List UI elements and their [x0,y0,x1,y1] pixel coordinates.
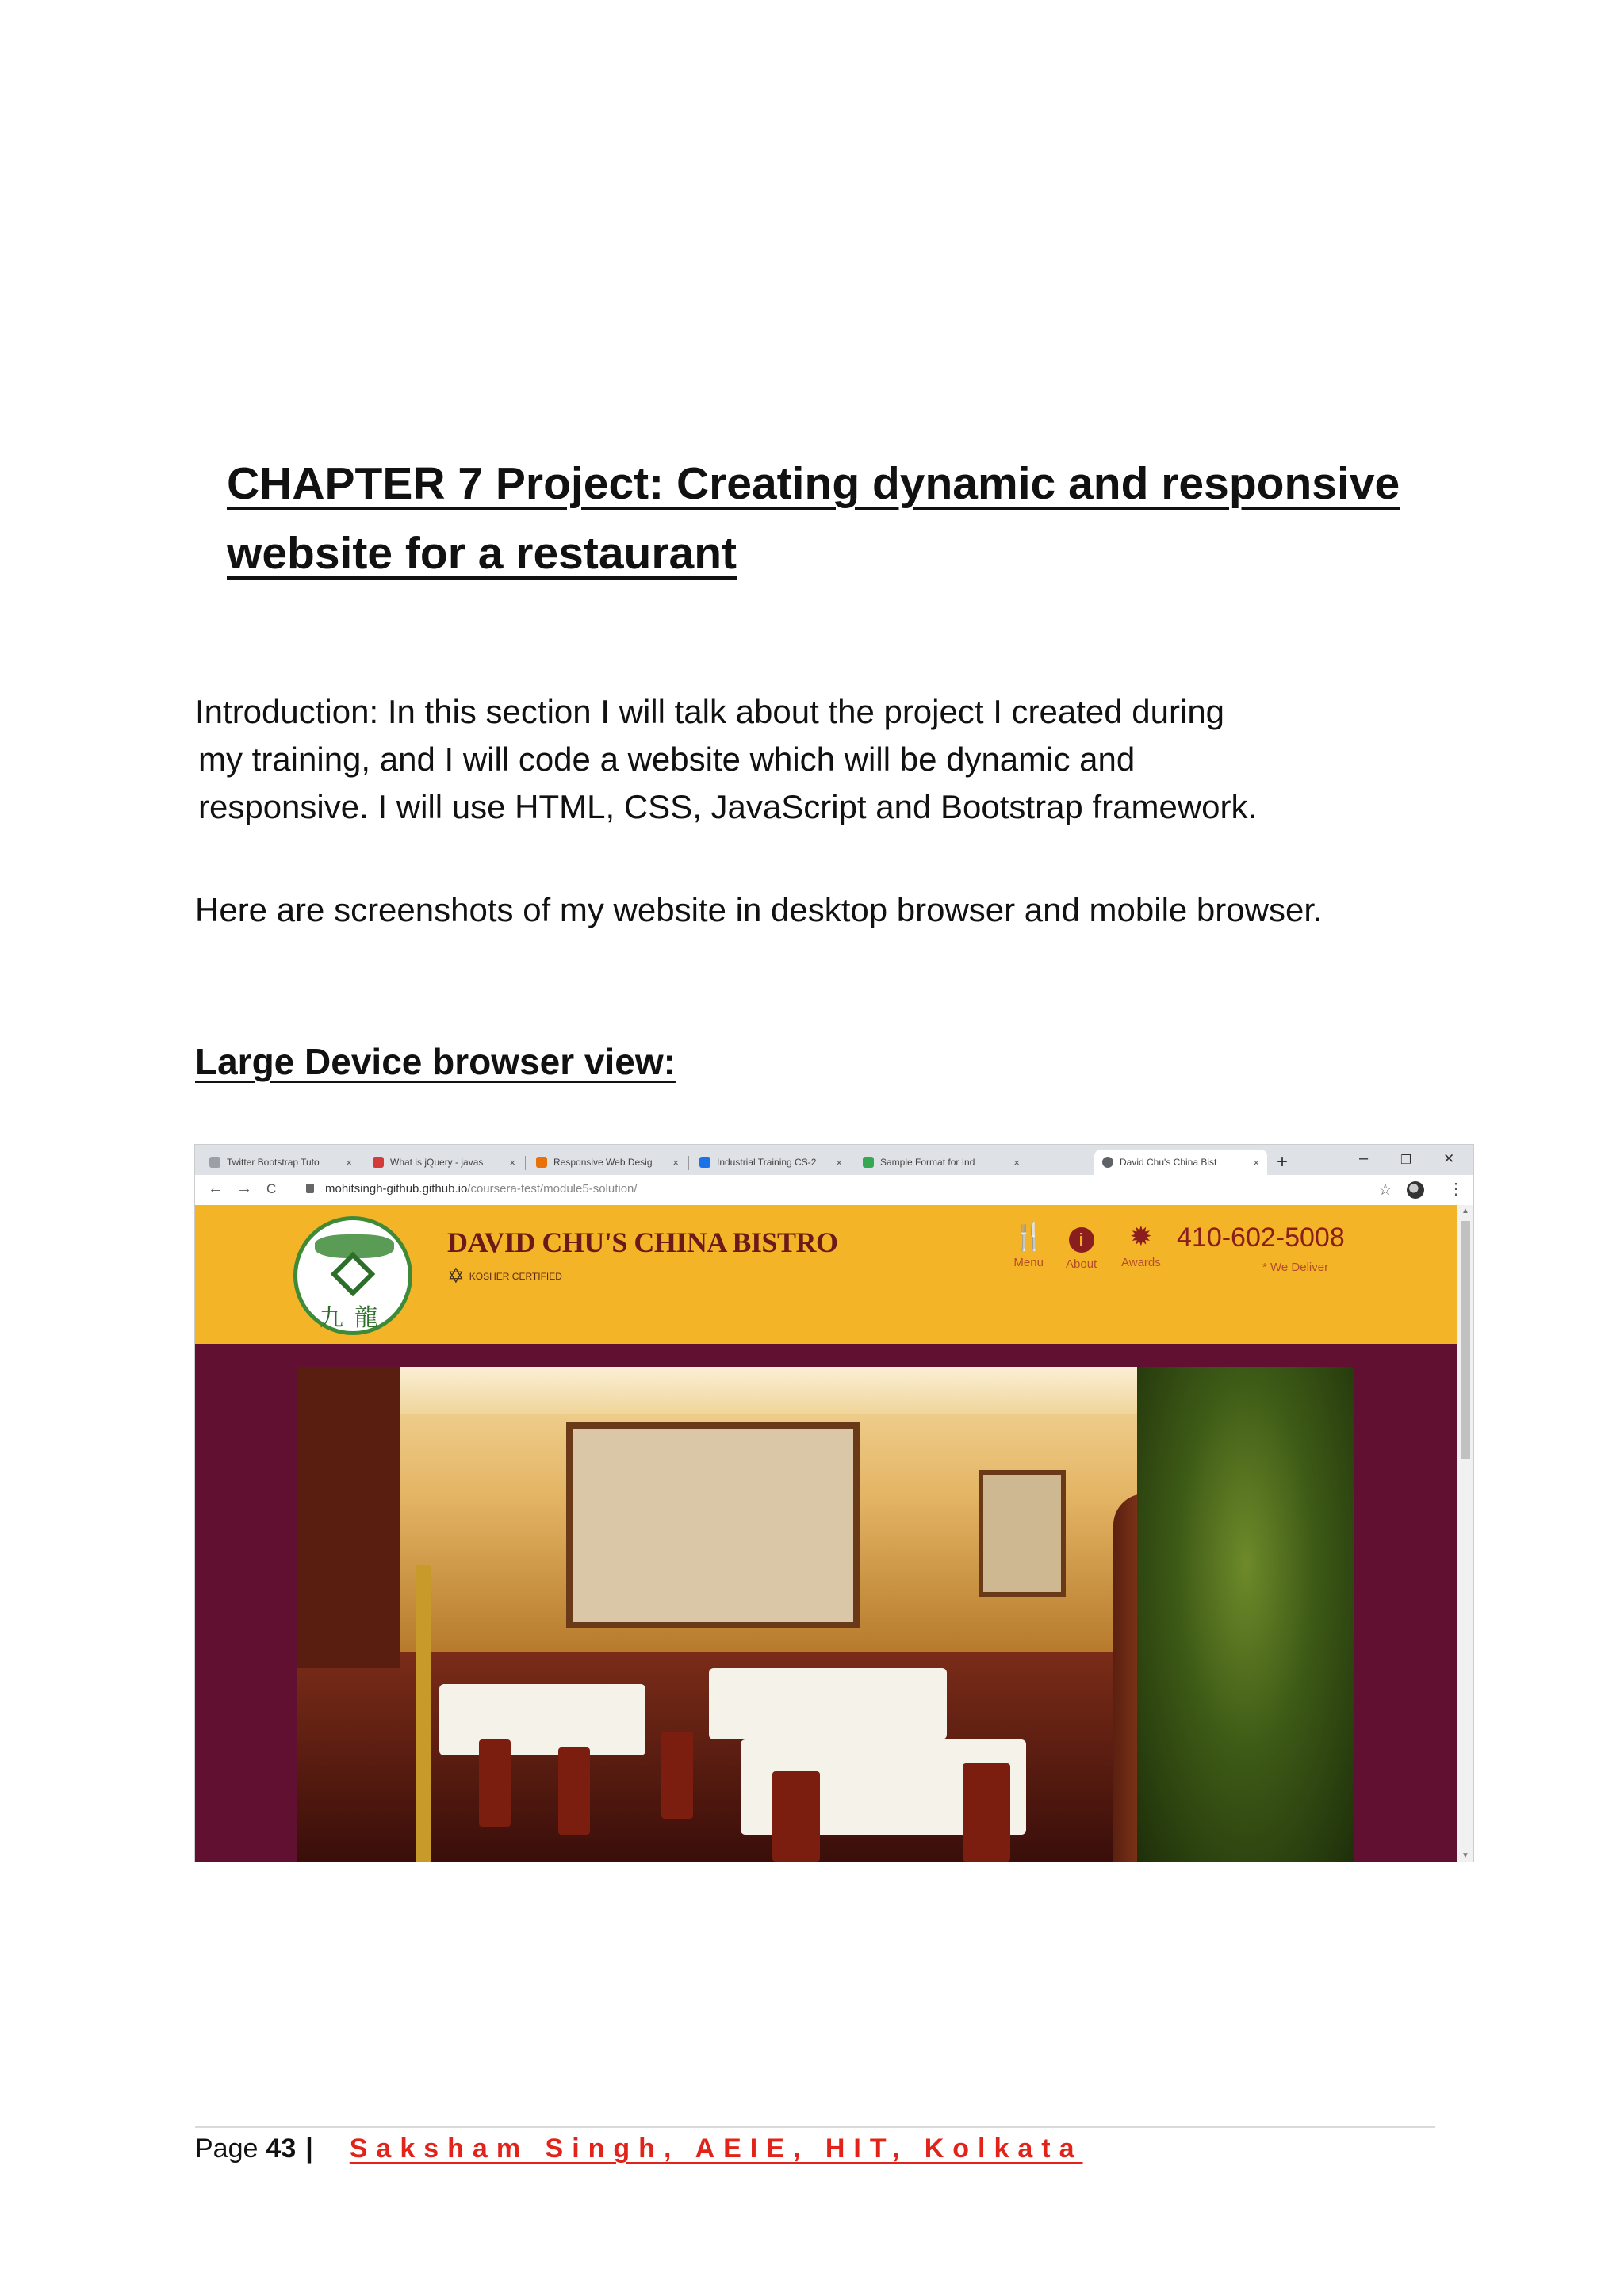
photo-table [439,1684,645,1755]
restaurant-logo[interactable] [293,1216,412,1335]
photo-brass-post [416,1565,431,1862]
nav-menu[interactable] [1012,1223,1045,1269]
intro-line: Introduction: In this section I will talk about the project I created during [195,693,1225,730]
url-path: /coursera-test/module5-solution/ [467,1182,638,1196]
photo-chair [558,1747,590,1835]
intro-paragraph [195,688,1432,831]
browser-tab[interactable] [855,1150,1028,1175]
profile-avatar[interactable] [1407,1181,1424,1199]
back-icon[interactable]: ← [208,1180,224,1197]
tab-label: What is jQuery - javas [390,1157,484,1168]
author-line: Saksham Singh, AEIE, HIT, Kolkata [349,2133,1083,2164]
window-close-icon[interactable]: ✕ [1443,1151,1455,1166]
diamond-icon [331,1252,376,1297]
address-bar[interactable] [325,1182,638,1196]
tab-favicon [863,1157,874,1168]
minimize-icon[interactable]: – [1359,1150,1369,1167]
tab-favicon [536,1157,547,1168]
tab-label: Industrial Training CS-2 [717,1157,817,1168]
intro-line: my training, and I will code a website which will be dynamic and [198,740,1136,778]
page-footer [195,2131,1083,2166]
lock-icon [306,1184,314,1193]
tab-label: David Chu's China Bist [1120,1157,1217,1168]
scrollbar[interactable] [1457,1205,1473,1862]
intro-line: responsive. I will use HTML, CSS, JavaScript and Bootstrap framework. [198,788,1258,825]
tab-label: Sample Format for Ind [880,1157,975,1168]
kosher-label: KOSHER CERTIFIED [469,1270,562,1282]
tab-label: Twitter Bootstrap Tuto [227,1157,320,1168]
nav-awards[interactable] [1121,1223,1161,1269]
info-icon [1066,1223,1097,1253]
page-number: 43 [266,2133,297,2164]
tab-favicon [1102,1157,1113,1168]
nav-about[interactable] [1066,1223,1097,1271]
photo-plant [1137,1367,1354,1862]
close-icon[interactable]: × [509,1156,515,1169]
new-tab-button[interactable]: + [1277,1151,1289,1173]
we-deliver-note: * We Deliver [1262,1261,1329,1274]
photo-chair [661,1732,693,1819]
photo-chair [963,1763,1010,1862]
scrollbar-thumb[interactable] [1461,1221,1470,1459]
close-icon[interactable]: × [672,1156,679,1169]
restore-icon[interactable]: ❐ [1400,1154,1412,1167]
tab-separator [688,1156,689,1170]
browser-tab[interactable] [691,1150,850,1175]
site-header [195,1205,1457,1344]
section-heading: Large Device browser view: [195,1041,676,1082]
bookmark-star-icon[interactable]: ☆ [1378,1181,1392,1199]
photo-chair [479,1739,511,1827]
kosher-badge [447,1264,562,1288]
nav-awards-label: Awards [1121,1256,1161,1269]
logo-characters: 九龍 [320,1304,389,1332]
chapter-title-line1: CHAPTER 7 Project: Creating dynamic and responsive [227,458,1400,509]
browser-tab[interactable] [201,1150,360,1175]
browser-tab[interactable] [528,1150,687,1175]
browser-tab[interactable] [365,1150,523,1175]
footer-rule [195,2126,1435,2128]
tab-strip [195,1145,1473,1175]
screenshots-text: Here are screenshots of my website in desktop browser and mobile browser. [195,891,1323,928]
close-icon[interactable]: × [836,1156,842,1169]
forward-icon[interactable]: → [236,1180,252,1197]
photo-chair [772,1771,820,1862]
tab-favicon [209,1157,220,1168]
close-icon[interactable]: × [1013,1156,1020,1169]
restaurant-interior-photo [297,1367,1354,1862]
photo-wall-art-small [979,1470,1066,1597]
footer-separator: | [305,2133,313,2164]
certificate-icon: ✹ [1129,1222,1153,1252]
photo-table [709,1668,947,1739]
nav-about-label: About [1066,1257,1097,1271]
tab-separator [525,1156,526,1170]
tab-label: Responsive Web Desig [553,1157,653,1168]
browser-screenshot [195,1145,1473,1862]
reload-icon[interactable]: C [266,1181,277,1196]
browser-tab-active[interactable] [1094,1150,1267,1175]
url-host: mohitsingh-github.github.io [325,1182,468,1196]
site-name[interactable]: DAVID CHU'S CHINA BISTRO [447,1226,838,1258]
browser-toolbar [195,1175,1473,1206]
scroll-up-icon[interactable]: ▲ [1461,1207,1469,1215]
page-word: Page [195,2133,259,2164]
fork-knife-icon: 🍴 [1012,1222,1046,1252]
chapter-title-line2: website for a restaurant [227,528,737,579]
close-icon[interactable]: × [1253,1156,1259,1169]
phone-number[interactable]: 410-602-5008 [1177,1223,1345,1253]
tab-favicon [373,1157,384,1168]
info-glyph: i [1069,1227,1094,1253]
more-menu-icon[interactable]: ⋮ [1448,1181,1464,1198]
nav-menu-label: Menu [1013,1256,1044,1269]
chapter-title [227,449,1464,588]
tab-favicon [699,1157,710,1168]
close-icon[interactable]: × [346,1156,352,1169]
photo-wooden-screen [297,1367,400,1668]
scroll-down-icon[interactable]: ▼ [1461,1851,1469,1860]
web-viewport [195,1205,1473,1862]
star-of-david-icon: ✡ [447,1264,465,1288]
photo-wall-art [566,1422,860,1628]
